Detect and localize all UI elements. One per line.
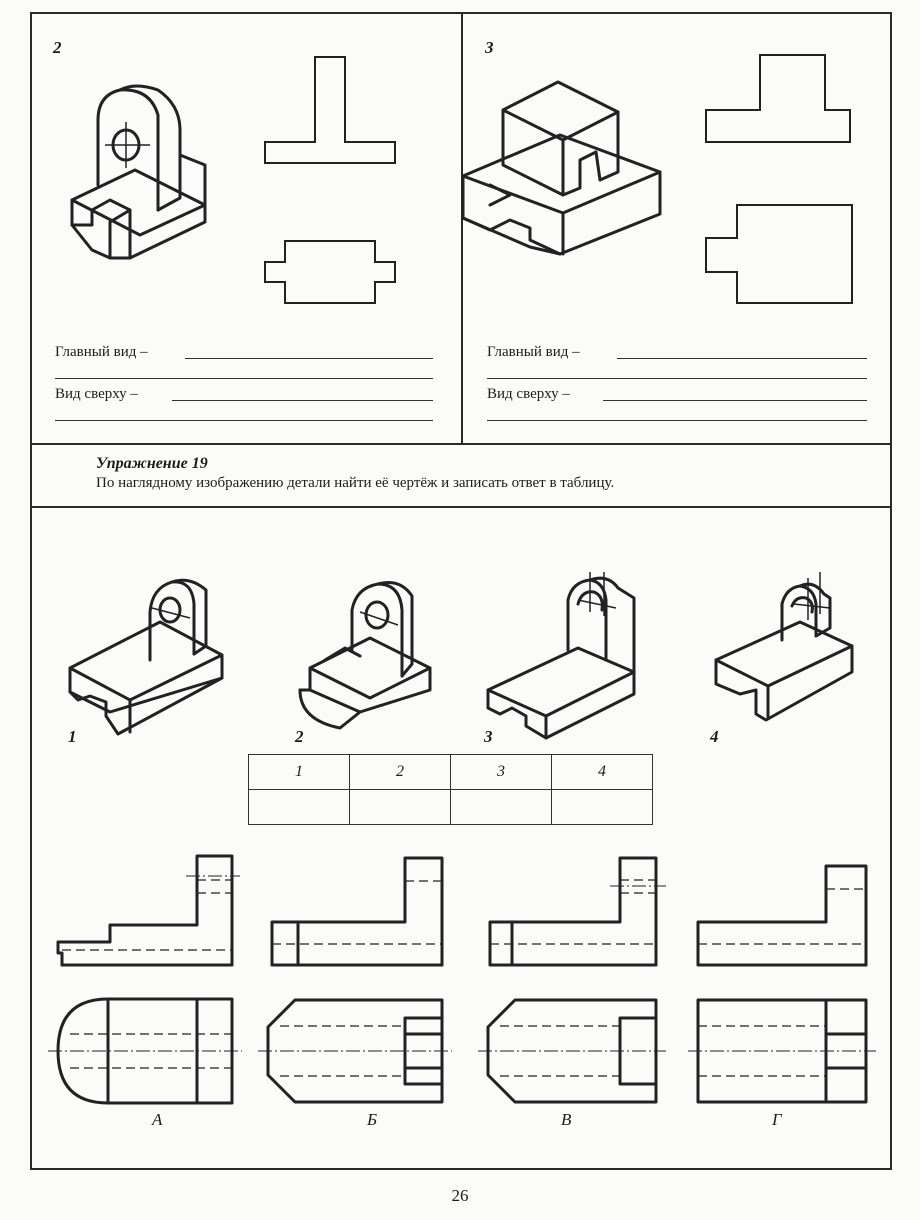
task-3-top-view-label: Вид сверху – xyxy=(487,386,570,402)
drawing-v-top xyxy=(478,1000,666,1102)
task-2-main-view-label: Главный вид – xyxy=(55,344,148,360)
task-2-number: 2 xyxy=(53,38,62,57)
answer-table-header: 4 xyxy=(552,755,653,790)
page-number: 26 xyxy=(451,1186,469,1205)
iso-part-1 xyxy=(70,580,222,734)
task-3-front-view xyxy=(706,55,850,142)
task-3-main-view-label: Главный вид – xyxy=(487,344,580,360)
task-2-top-view xyxy=(265,241,395,303)
task-2-isometric-part xyxy=(72,86,205,258)
exercise-instruction: По наглядному изображению детали найти её чертёж и записать ответ в таблицу. xyxy=(96,475,615,491)
iso-label-1: 1 xyxy=(68,727,77,746)
answer-table-header: 3 xyxy=(451,755,552,790)
task-2-front-view xyxy=(265,57,395,163)
drawing-label-b: Б xyxy=(367,1110,378,1129)
drawing-b-front xyxy=(272,858,442,965)
iso-label-3: 3 xyxy=(484,727,493,746)
task-3-isometric-part xyxy=(463,82,660,254)
task-3-number: 3 xyxy=(485,38,494,57)
drawing-label-v: В xyxy=(561,1110,572,1129)
drawing-label-g: Г xyxy=(772,1110,782,1129)
drawing-b-top xyxy=(258,1000,452,1102)
drawing-a-top xyxy=(48,999,242,1103)
drawing-a-front xyxy=(58,856,240,965)
iso-part-2 xyxy=(300,583,430,729)
answer-table-header: 1 xyxy=(249,755,350,790)
drawing-label-a: А xyxy=(152,1110,163,1129)
drawing-v-front xyxy=(490,858,666,965)
exercise-title: Упражнение 19 xyxy=(96,455,208,472)
iso-part-3 xyxy=(488,572,634,738)
task-3-top-view xyxy=(706,205,852,303)
iso-label-4: 4 xyxy=(710,727,719,746)
iso-label-2: 2 xyxy=(295,727,304,746)
drawing-g-front xyxy=(698,866,866,965)
answer-table-header: 2 xyxy=(350,755,451,790)
drawing-g-top xyxy=(688,1000,876,1102)
task-2-top-view-label: Вид сверху – xyxy=(55,386,138,402)
iso-part-4 xyxy=(716,572,852,720)
